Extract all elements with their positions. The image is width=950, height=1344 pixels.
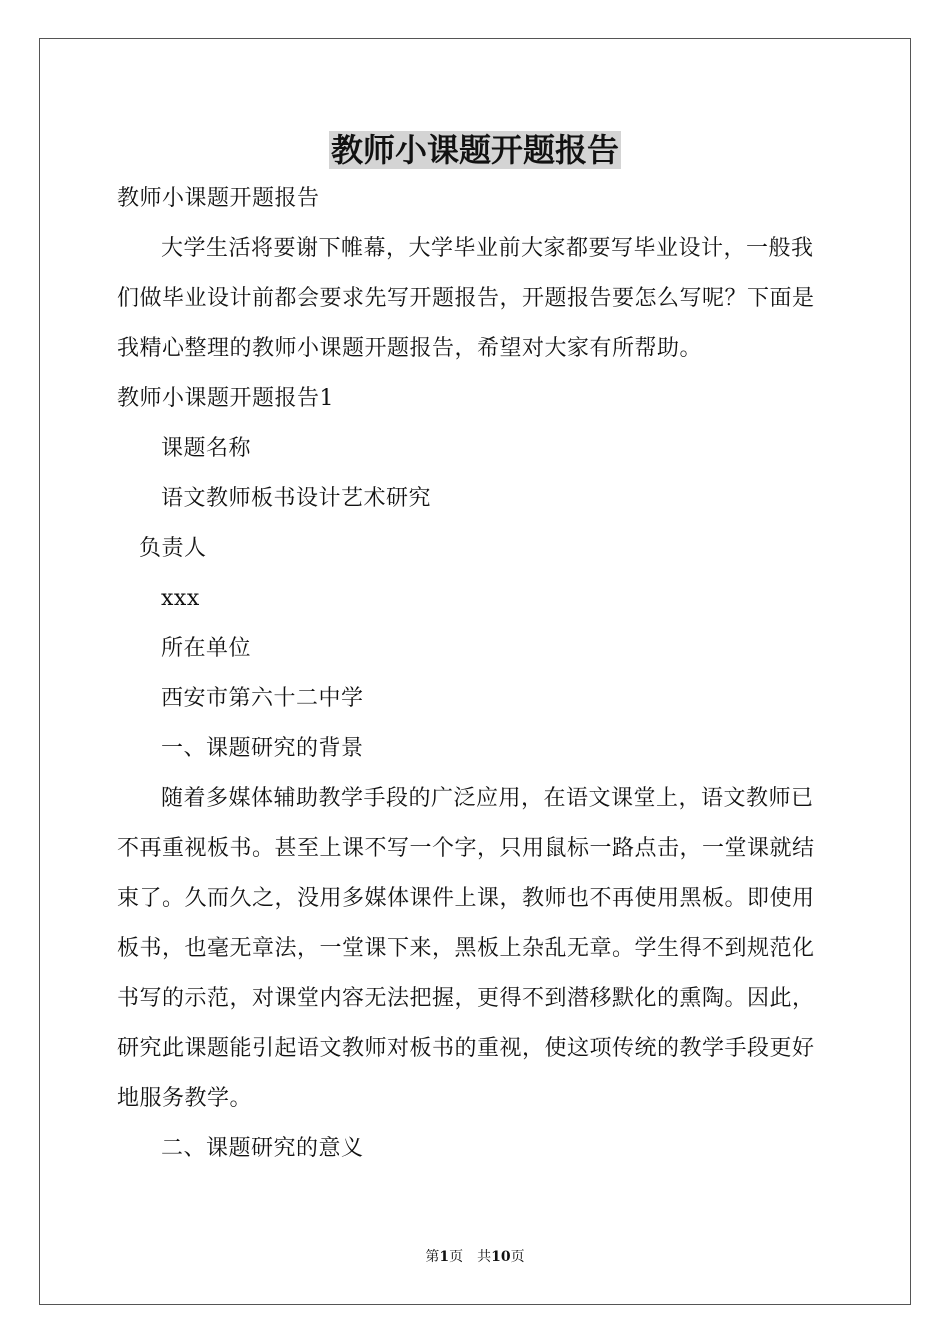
page-footer [0,1247,950,1267]
paragraph-subtitle: 教师小课题开题报告 [117,186,320,211]
footer-page-number: 1 [439,1249,450,1265]
paragraph-background: 随着多媒体辅助教学手段的广泛应用，在语文课堂上，语文教师已不再重视板书。甚至上课不写一个字，只用鼠标一路点击，一堂课就结束了。久而久之，没用多媒体课件上课，教师也不再使用黑板。即使用板书，也毫无章法，一堂课下来，黑板上杂乱无章。学生得不到规范化书写的示范，对课堂内容无法把握，更得不到潜移默化的熏陶。因此，研究此课题能引起语文教师对板书的重视，使这项传统的教学手段更好地服务教学。 [117,786,815,1111]
field-label-owner: 负责人 [139,536,207,561]
field-label-topic: 课题名称 [161,436,252,461]
field-label-unit: 所在单位 [161,636,252,661]
footer-total-pages: 10 [491,1249,511,1265]
footer-middle: 页 共 [449,1249,492,1265]
heading-significance: 二、课题研究的意义 [161,1136,364,1161]
field-value-owner: xxx [161,586,200,611]
field-value-unit: 西安市第六十二中学 [161,686,364,711]
document-title [0,128,950,172]
footer-suffix: 页 [510,1249,525,1265]
footer-prefix: 第 [425,1249,440,1265]
document-body [117,174,835,1174]
heading-background: 一、课题研究的背景 [161,736,364,761]
paragraph-intro: 大学生活将要谢下帷幕，大学毕业前大家都要写毕业设计，一般我们做毕业设计前都会要求先写开题报告，开题报告要怎么写呢？下面是我精心整理的教师小课题开题报告，希望对大家有所帮助。 [117,236,815,361]
document-title-text: 教师小课题开题报告 [330,131,619,169]
section-heading: 教师小课题开题报告1 [117,386,334,411]
field-value-topic: 语文教师板书设计艺术研究 [161,486,432,511]
